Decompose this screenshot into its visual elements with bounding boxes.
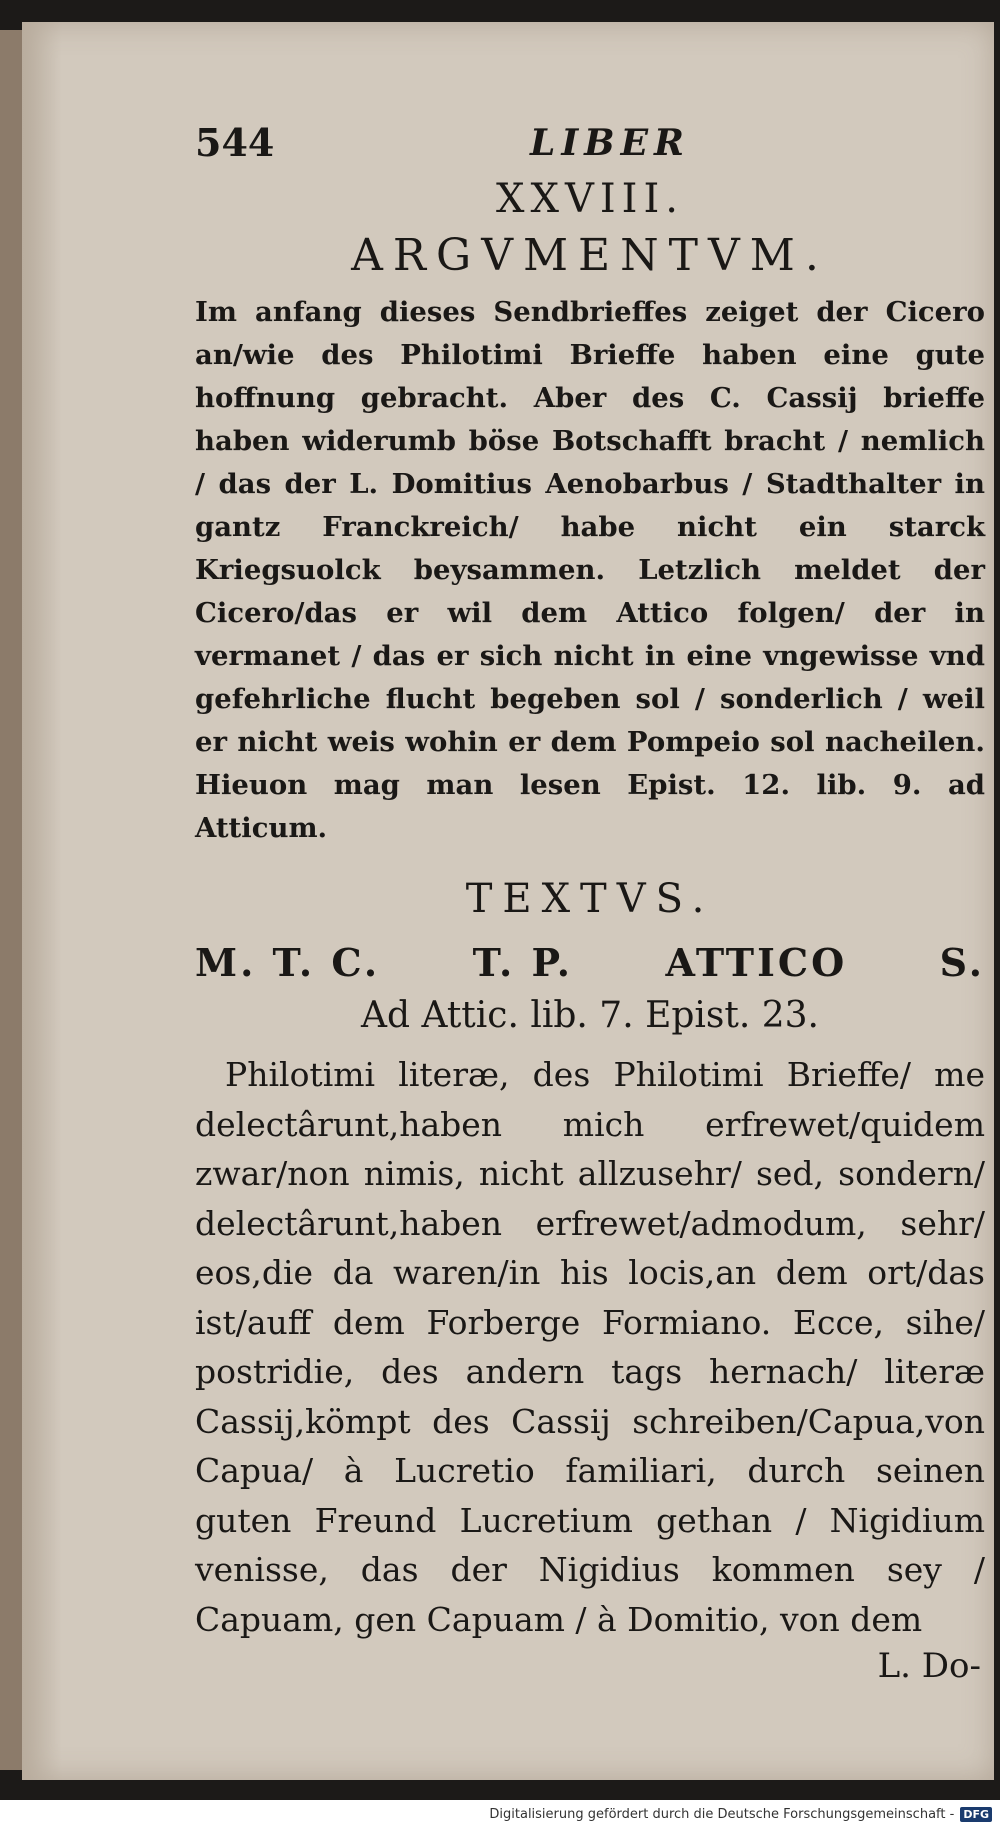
- textus-heading: TEXTVS.: [465, 876, 715, 922]
- dfg-logo-icon: DFG: [960, 1807, 992, 1822]
- source-citation: Ad Attic. lib. 7. Epist. 23.: [360, 995, 819, 1036]
- address-part: S.: [939, 940, 985, 985]
- address-part: M. T. C.: [195, 940, 381, 985]
- argument-paragraph: Im anfang dieses Sendbrieffes zeiget der Cicero an/wie des Philotimi Brieffe haben eine gute hoffnung gebracht. Aber des C. Cassij brieffe haben widerumb böse Botschafft bracht / nemlich / das der L. Domitius Aenobarbus / Stadthalter in gantz Franckreich/ habe nicht ein starck Kriegsuolck beysammen. Letzlich meldet der Cicero/das er wil dem Attico folgen/ der in vermanet / das er sich nicht in eine vngewisse vnd gefehrliche flucht begeben sol / sonderlich / weil er nicht weis wohin er dem Pompeio sol nacheilen. Hieuon mag man lesen Epist. 12. lib. 9. ad Atticum.: [195, 296, 985, 844]
- footer-credit: Digitalisierung gefördert durch die Deutsche Forschungsgemeinschaft -: [489, 1806, 955, 1822]
- address-part: T. P.: [472, 940, 573, 985]
- main-text: Philotimi literæ, des Philotimi Brieffe/ me delectârunt,haben mich erfrewet/quidem zwar/non nimis, nicht allzusehr/ sed, sondern/ delectârunt,haben erfrewet/admodum, sehr/ eos,die da waren/in his locis,an dem ort/das ist/auff dem Forberge Formiano. Ecce, sihe/ postridie, des andern tags hernach/ literæ Cassij,kömpt des Cassij schreiben/Capua,von Capua/ à Lucretio familiari, durch seinen guten Freund Lucretium gethan / Nigidium venisse, das der Nigidius kommen sey / Capuam, gen Capuam / à Domitio, von dem: [195, 1055, 985, 1639]
- page-header: [195, 110, 985, 170]
- digitization-footer: [489, 1804, 992, 1824]
- page-number: 544: [195, 120, 275, 165]
- book-gutter: [0, 30, 22, 1770]
- catchword: L. Do-: [877, 1646, 981, 1686]
- letter-address: [195, 940, 985, 985]
- page-text: [195, 110, 985, 1686]
- argument-heading: ARGVMENTVM.: [351, 230, 829, 281]
- address-part: ATTICO: [665, 940, 848, 985]
- running-title: LIBER: [530, 122, 690, 164]
- book-number: XXVIII.: [496, 176, 684, 222]
